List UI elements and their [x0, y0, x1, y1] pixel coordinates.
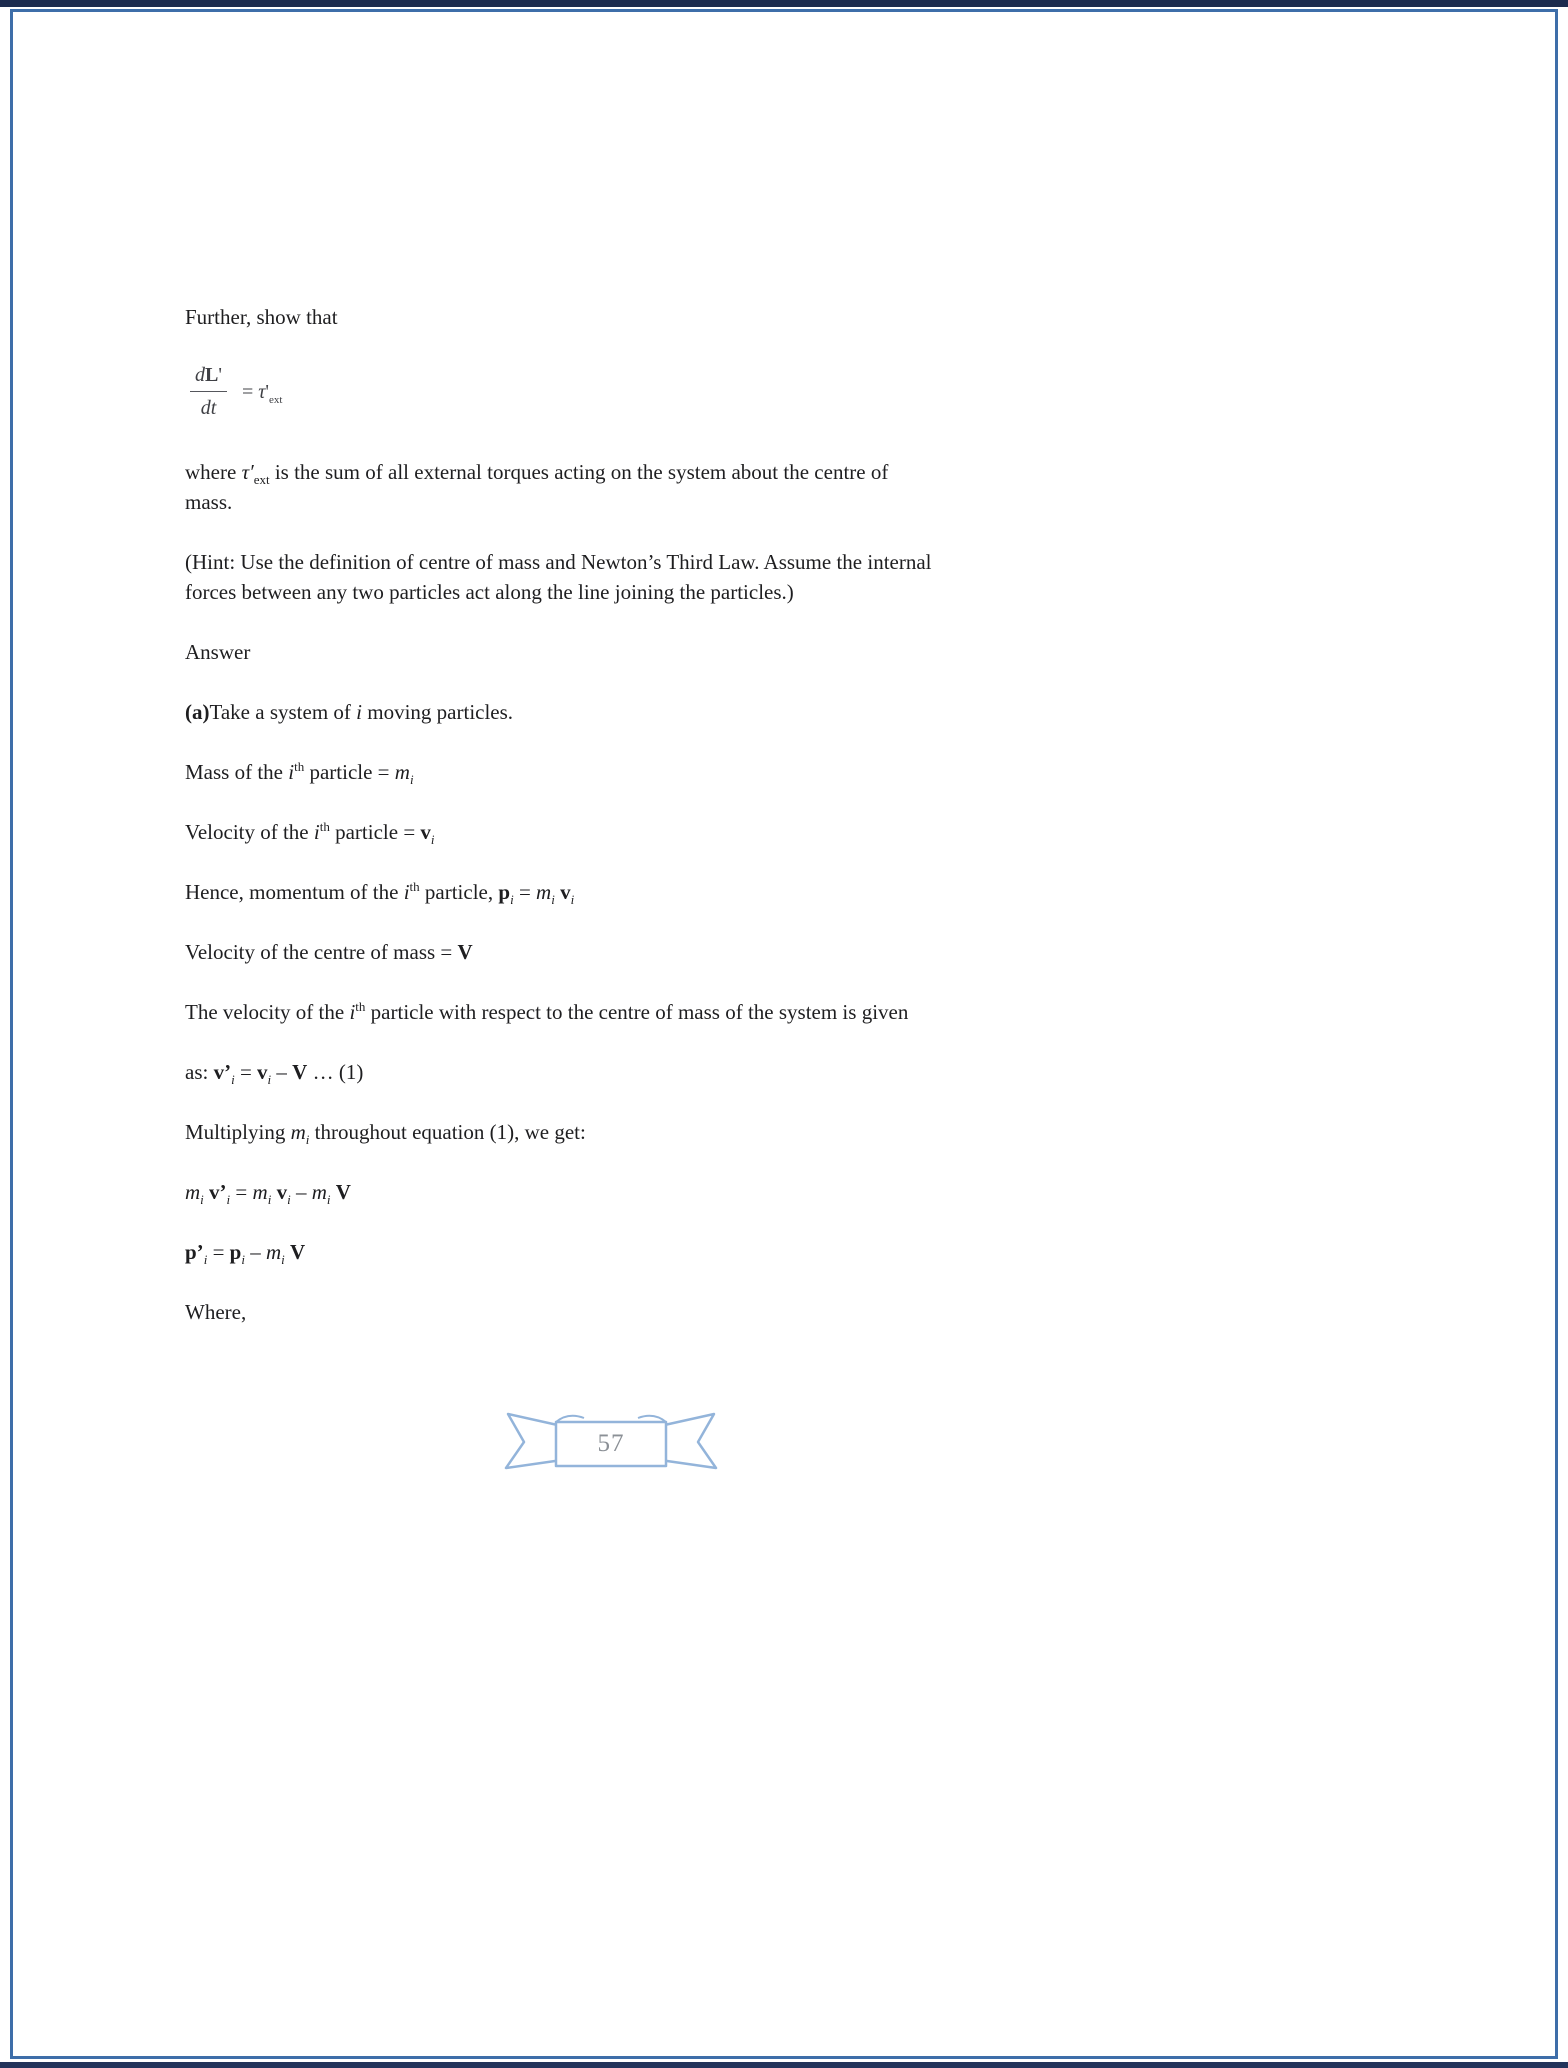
page-number: 57: [597, 1430, 625, 1457]
paragraph-hint: (Hint: Use the definition of centre of mass and Newton’s Third Law. Assume the internal forces between any two particles act along the line joining the particles.): [185, 550, 932, 604]
scan-edge-top: [0, 0, 1568, 7]
paragraph-answer-heading: Answer: [185, 640, 251, 664]
scan-edge-bottom: [0, 2062, 1568, 2068]
paragraph-further: Further, show that: [185, 305, 338, 329]
page-number-ribbon: [496, 1404, 726, 1479]
paragraph-mv-expansion: $m_i$ $v’_i = m_i$ $v_i - m_i$ V: [185, 1180, 351, 1208]
paragraph-velocity-relative: The velocity of the $i^{th}$ particle with respect to the centre of mass of the system is given: [185, 999, 909, 1024]
equation-angular-momentum: [190, 362, 1085, 421]
paragraph-momentum-of-particle: Hence, momentum of the $i^{th}$ particle, $p_i = m_i$ $v_i$: [185, 879, 575, 908]
paragraph-where-label: Where,: [185, 1300, 247, 1324]
paragraph-where-torque: where $\tau'_{ext}$ is the sum of all external torques acting on the system about the centre of mass.: [185, 460, 889, 514]
paragraph-multiplying: Multiplying $m_i$ throughout equation (1), we get:: [185, 1120, 586, 1148]
equation-rhs: = $\tau'_{ext}$: [241, 380, 283, 406]
paragraph-equation-1: as: $v’_i = v_i - V$ … (1): [185, 1060, 364, 1088]
paragraph-part-a: (a)Take a system of i moving particles.: [185, 700, 514, 724]
paragraph-p-expansion: $p’_i = p_i - m_i$ V: [185, 1240, 306, 1268]
fraction: [190, 362, 227, 421]
paragraph-velocity-centre-of-mass: Velocity of the centre of mass = V: [185, 940, 473, 964]
paragraph-mass-of-particle: Mass of the $i^{th}$ particle = $m_i$: [185, 759, 414, 788]
fraction-denominator: dt: [200, 397, 217, 419]
paragraph-velocity-of-particle: Velocity of the $i^{th}$ particle = $v_i$: [185, 819, 435, 848]
page-content: [185, 302, 1085, 1357]
fraction-numerator: dL': [190, 362, 227, 392]
